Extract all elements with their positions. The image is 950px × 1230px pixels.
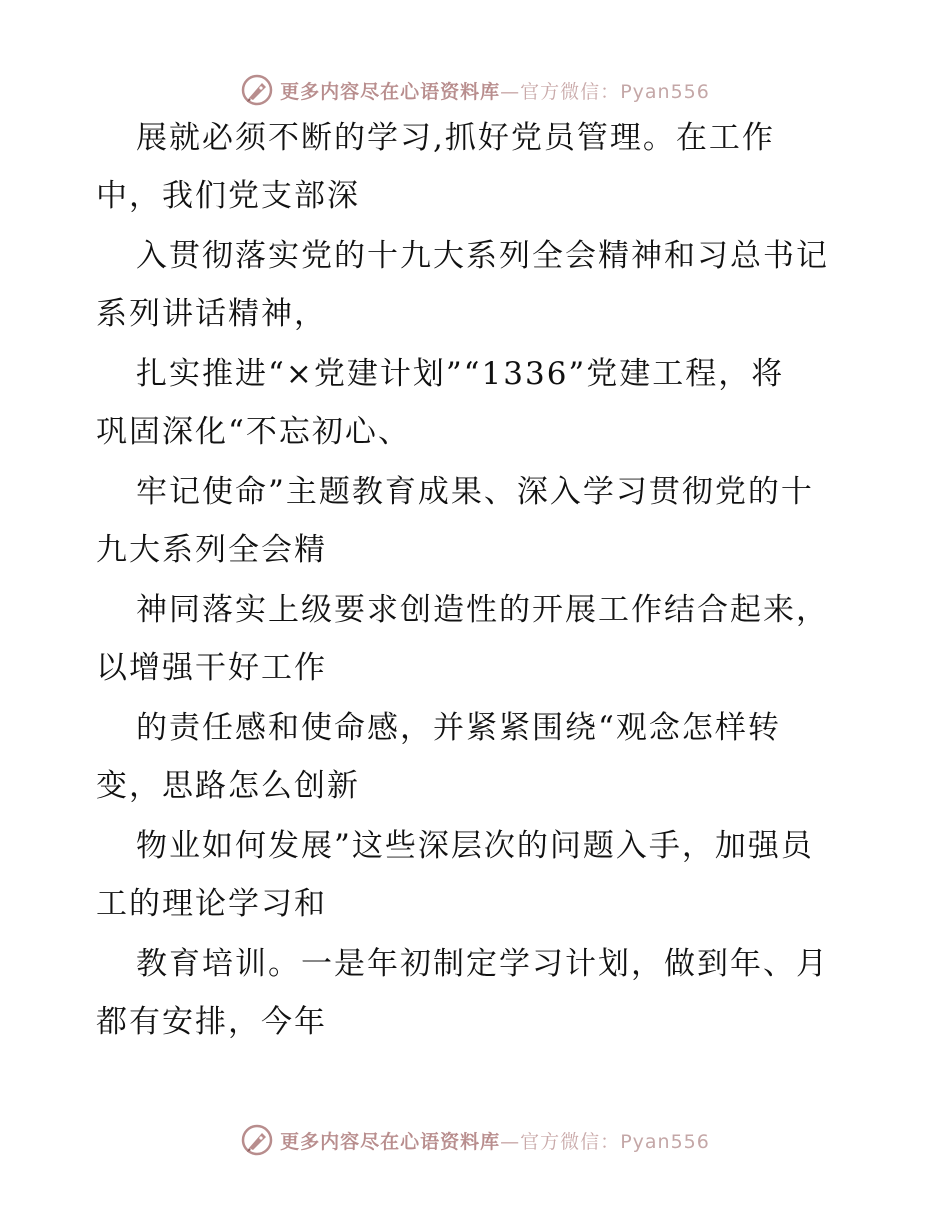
watermark-separator: — [500,80,521,103]
text-line: 都有安排，今年 [96,1004,327,1040]
text-line: 中，我们党支部深 [96,178,360,214]
watermark-brand: 更多内容尽在心语资料库 [280,1130,501,1153]
footer-watermark [0,1122,950,1158]
text-line: 展就必须不断的学习,抓好党员管理。在工作 [136,120,775,156]
watermark-label: 官方微信： [520,80,621,103]
watermark-brand: 更多内容尽在心语资料库 [280,80,501,103]
text-line: 工的理论学习和 [96,886,327,922]
watermark-wechat-id: Pyan556 [620,80,710,103]
watermark-text [280,1127,710,1154]
header-watermark [0,72,950,108]
watermark-separator: — [500,1130,521,1153]
text-line: 系列讲话精神， [96,296,327,332]
text-line: 九大系列全会精 [96,532,327,568]
text-line: 牢记使命”主题教育成果、深入学习贯彻党的十 [136,474,814,510]
watermark-label: 官方微信： [520,1130,621,1153]
watermark-wechat-id: Pyan556 [620,1130,710,1153]
text-line: 物业如何发展”这些深层次的问题入手，加强员 [136,828,814,864]
pen-nib-logo-icon [240,73,274,107]
text-line: 变，思路怎么创新 [96,768,360,804]
text-line: 教育培训。一是年初制定学习计划，做到年、月 [136,946,829,982]
text-line: 神同落实上级要求创造性的开展工作结合起来， [136,592,829,628]
pen-nib-logo-icon [240,1123,274,1157]
text-line: 的责任感和使命感，并紧紧围绕“观念怎样转 [136,710,781,746]
text-line: 入贯彻落实党的十九大系列全会精神和习总书记 [136,238,829,274]
watermark-text [280,77,710,104]
text-line: 扎实推进“×党建计划”“1336”党建工程，将 [136,356,785,392]
text-line: 巩固深化“不忘初心、 [96,414,411,450]
text-line: 以增强干好工作 [96,650,327,686]
